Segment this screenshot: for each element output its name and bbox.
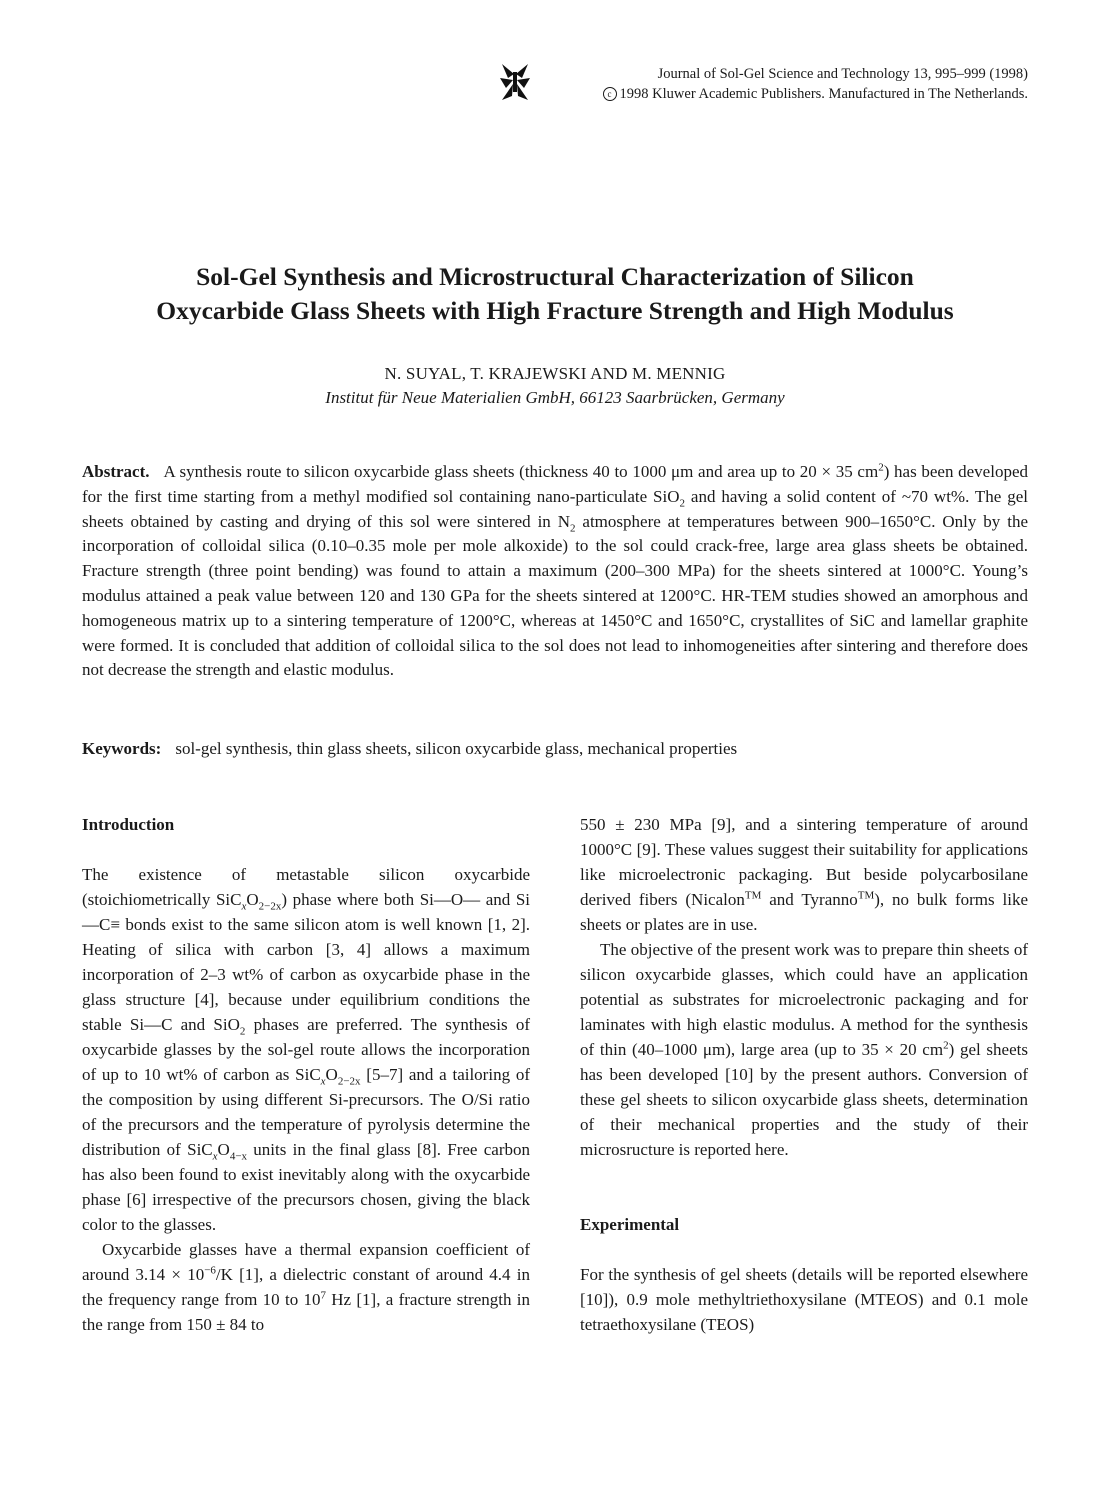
left-column	[82, 812, 530, 1337]
journal-citation: Journal of Sol-Gel Science and Technology 13, 995–999 (1998)	[657, 66, 1028, 82]
keywords-text: sol-gel synthesis, thin glass sheets, silicon oxycarbide glass, mechanical properties	[175, 739, 738, 758]
abstract-text-4: atmosphere at temperatures between 900–1650°C. Only by the incorporation of colloidal silica (0.10–0.35 mole per mole alkoxide) to the sol could crack-free, large area glass sheets be obtained. Fracture strength (three point bending) was found to attain a maximum (200–300 MPa) for the sheets sintered at 1000°C. Young’s modulus attained a peak value between 120 and 130 GPa for the sheets sintered at 1200°C. HR-TEM studies showed an amorphous and homogeneous matrix up to a sintering temperature of 1200°C, whereas at 1450°C and 1650°C, crystallites of SiC and lamellar graphite were formed. It is concluded that addition of colloidal silica to the sol does not lead to inhomogeneities after sintering and therefore does not decrease the strength and elastic modulus.	[82, 511, 1028, 680]
abstract-text-3: and having a solid content of ~70 wt%. The gel sheets obtained by casting and drying of this sol were sintered in N	[82, 486, 1029, 531]
right-p1-text: 550 ± 230 MPa [9], and a sintering temperature of around 1000°C [9]. These values suggest their suitability for applications like microelectronic packaging. But beside polycarbosilane derived fibers (Nicalon	[580, 815, 1028, 909]
abstract-sub-2: 2	[679, 497, 686, 510]
intro-p1-sub: 4−x	[229, 1150, 248, 1163]
intro-p1-text: units in the final glass [8]. Free carbon has also been found to exist inevitably along with the oxycarbide phase [6] irrespective of the precursors chosen, giving the black color to the glasses.	[82, 1140, 530, 1234]
intro-p1-text: O	[217, 1140, 230, 1159]
abstract-text-2: ) has been developed for the first time starting from a methyl modified sol containing nano-particulate SiO	[82, 462, 1028, 506]
right-p1-sup: TM	[744, 889, 762, 902]
intro-p2-text: /K [1], a dielectric constant of around 4.4 in the frequency range from 10 to 10	[82, 1265, 530, 1309]
right-paragraph-1	[580, 812, 1028, 937]
intro-p1-sub: 2−2x	[337, 1075, 361, 1088]
intro-p1-text: ) phase where both Si—O— and Si—C≡ bonds exist to the same silicon atom is well known [1, 2]. Heating of silica with carbon [3, 4] allows a maximum incorporation of 2–3 wt% of carbon as oxycarbide phase in the glass structure [4], because under equilibrium conditions the stable Si—C and SiO	[82, 890, 530, 1034]
abstract-sub-3: 2	[570, 521, 576, 534]
abstract	[82, 460, 1028, 683]
right-paragraph-2	[580, 937, 1028, 1162]
copyright-icon: c	[603, 87, 617, 101]
title-line-2: Oxycarbide Glass Sheets with High Fracture Strength and High Modulus	[156, 296, 954, 325]
keywords	[82, 737, 1028, 761]
author-list: N. SUYAL, T. KRAJEWSKI AND M. MENNIG	[384, 364, 726, 383]
copyright-text: 1998 Kluwer Academic Publishers. Manufactured in The Netherlands.	[619, 86, 1028, 102]
introduction-paragraph-2	[82, 1237, 530, 1337]
intro-p1-sub: x	[241, 900, 247, 913]
right-p2-sup: 2	[943, 1039, 949, 1052]
right-p2-text: ) gel sheets has been developed [10] by the present authors. Conversion of these gel sheets to silicon oxycarbide glass sheets, determination of their mechanical properties and the study of their microsructure is reported here.	[580, 1040, 1028, 1159]
intro-p1-text: O	[246, 890, 259, 909]
intro-p1-text: phases are preferred. The synthesis of oxycarbide glasses by the sol-gel route allows the incorporation of up to 10 wt% of carbon as SiC	[82, 1015, 530, 1084]
intro-p2-text: Oxycarbide glasses have a thermal expansion coefficient of around 3.14 × 10	[82, 1240, 530, 1284]
intro-p1-sub: 2	[239, 1025, 246, 1038]
introduction-paragraph-1	[82, 862, 530, 1237]
abstract-label: Abstract.	[82, 462, 150, 481]
right-p1-text: ), no bulk forms like sheets or plates are in use.	[580, 890, 1028, 934]
copyright-line	[603, 84, 1028, 104]
experimental-paragraph-1: For the synthesis of gel sheets (details will be reported elsewhere [10]), 0.9 mole methyltriethoxysilane (MTEOS) and 0.1 mole tetraethoxysilane (TEOS)	[580, 1265, 1028, 1334]
intro-p2-text: Hz [1], a fracture strength in the range from 150 ± 84 to	[82, 1290, 530, 1334]
section-heading-experimental: Experimental	[580, 1215, 680, 1234]
right-column	[580, 812, 1028, 1337]
kluwer-publisher-logo-icon	[498, 62, 532, 102]
intro-p1-text: [5–7] and a tailoring of the composition by using different Si-precursors. The O/Si ratio of the precursors and the temperature of pyrolysis determine the distribution of SiC	[82, 1065, 530, 1159]
intro-p1-text: O	[325, 1065, 338, 1084]
intro-p2-sup: −6	[204, 1264, 216, 1277]
section-heading-introduction: Introduction	[82, 815, 175, 834]
intro-p1-sub: x	[320, 1075, 326, 1088]
intro-p2-sup: 7	[320, 1289, 326, 1302]
journal-header	[498, 62, 1028, 104]
abstract-text-1: A synthesis route to silicon oxycarbide glass sheets (thickness 40 to 1000 μm and area up to 20 × 35 cm	[163, 462, 879, 481]
right-p1-sup: TM	[857, 889, 875, 902]
abstract-sup-1: 2	[878, 461, 884, 474]
intro-p1-sub: x	[212, 1150, 218, 1163]
paper-title	[60, 260, 1050, 328]
right-p1-text: and Tyranno	[761, 890, 858, 909]
title-line-1: Sol-Gel Synthesis and Microstructural Characterization of Silicon	[196, 262, 914, 291]
keywords-label: Keywords:	[82, 739, 162, 758]
intro-p1-text: The existence of metastable silicon oxycarbide (stoichiometrically SiC	[82, 865, 530, 909]
affiliation: Institut für Neue Materialien GmbH, 66123 Saarbrücken, Germany	[325, 388, 785, 407]
intro-p1-sub: 2−2x	[258, 900, 282, 913]
right-p2-text: The objective of the present work was to prepare thin sheets of silicon oxycarbide glasses, which could have an application potential as substrates for microelectronic packaging and for laminates with high elastic modulus. A method for the synthesis of thin (40–1000 μm), large area (up to 35 × 20 cm	[580, 940, 1028, 1059]
